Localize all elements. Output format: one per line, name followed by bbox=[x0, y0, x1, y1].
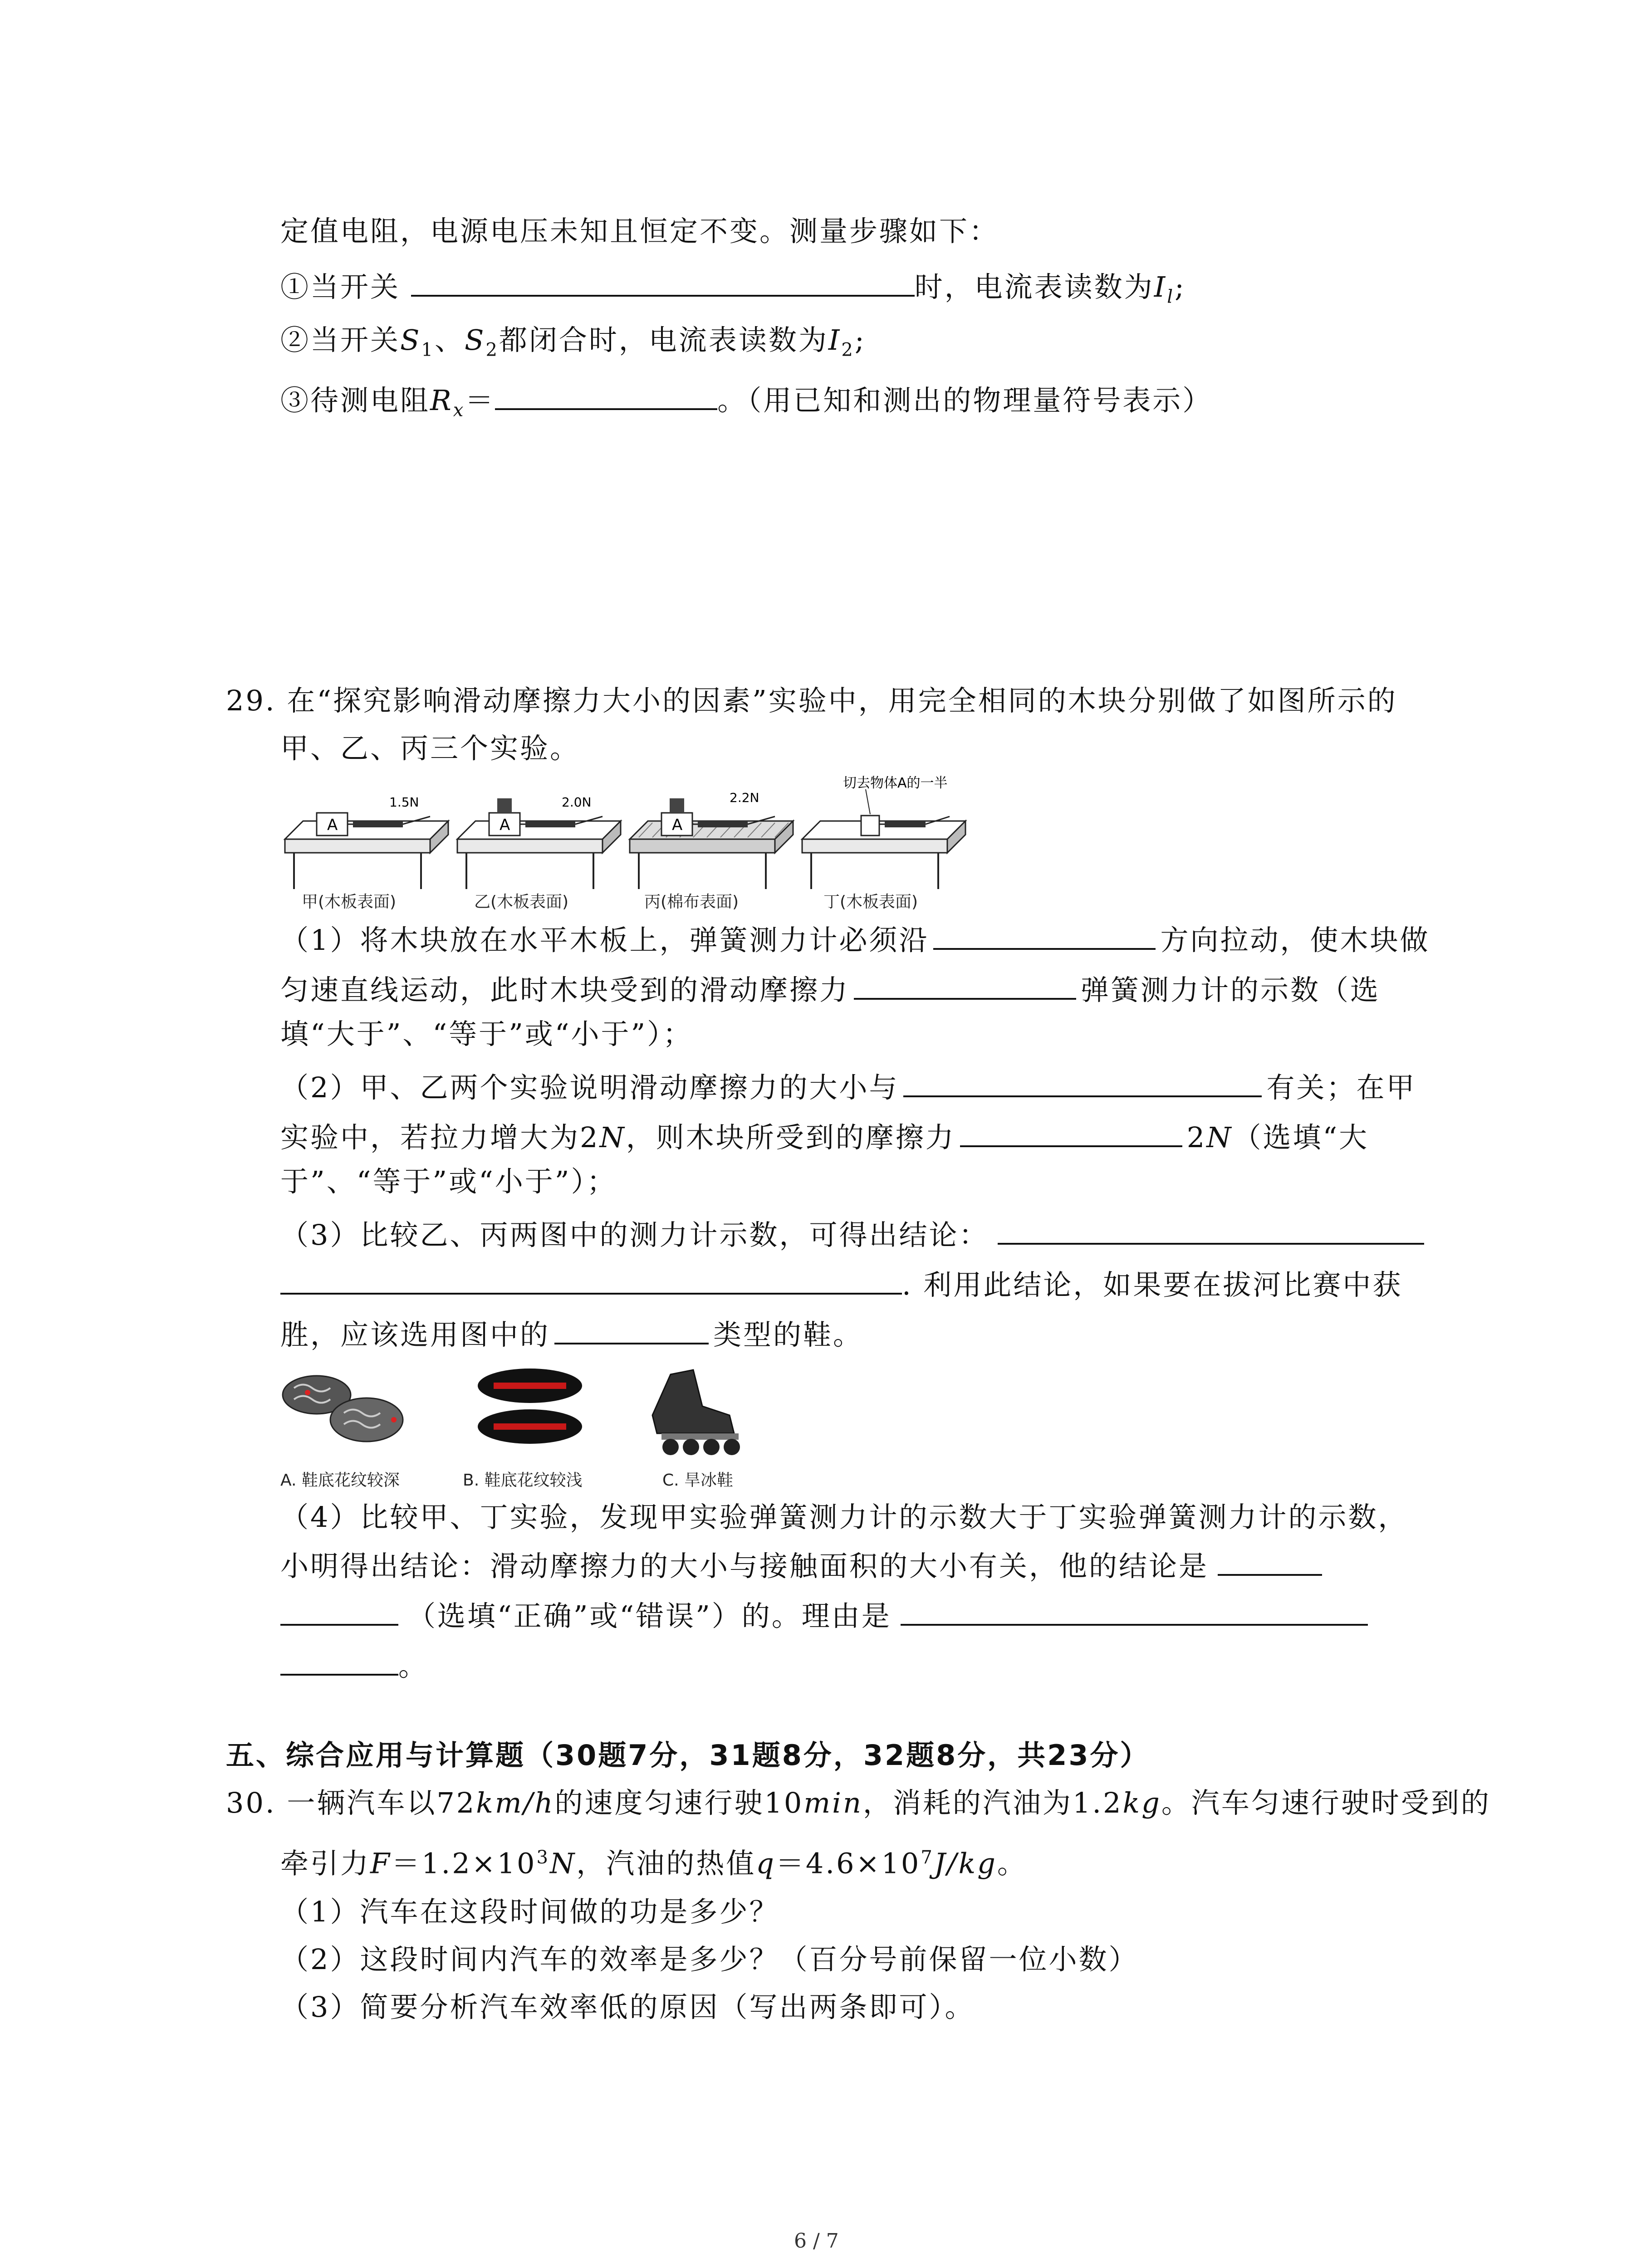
answer-blank[interactable] bbox=[495, 381, 717, 410]
q28-step2: ②当开关$S_1$、$S_2$都闭合时，电流表读数为$I_2$; bbox=[280, 323, 866, 361]
q29-stem-2: 甲、乙、丙三个实验。 bbox=[280, 732, 580, 765]
answer-blank[interactable] bbox=[280, 1597, 398, 1626]
q29-part3-line3: 胜，应该选用图中的 类型的鞋。 bbox=[280, 1315, 863, 1353]
shoe-b-shallow-tread bbox=[478, 1369, 582, 1444]
q28-step3: ③待测电阻$R_x=$ 。（用已知和测出的物理量符号表示） bbox=[280, 381, 1212, 428]
answer-blank[interactable] bbox=[411, 268, 915, 297]
answer-blank[interactable] bbox=[280, 1266, 902, 1295]
block-label: A bbox=[500, 816, 510, 834]
page-number: 6 / 7 bbox=[794, 2229, 839, 2253]
q29-part4-line4: 。 bbox=[280, 1647, 428, 1684]
shoe-caption-b: B. 鞋底花纹较浅 bbox=[463, 1471, 583, 1490]
shoe-caption-c: C. 旱冰鞋 bbox=[662, 1471, 734, 1490]
shoes-figure bbox=[280, 1361, 779, 1461]
weight bbox=[497, 798, 512, 813]
shoe-a-deep-tread bbox=[283, 1376, 403, 1442]
block-label: A bbox=[672, 816, 683, 834]
experiment-yi bbox=[457, 795, 621, 889]
q30-sub3: （3）简要分析汽车效率低的原因（写出两条即可）。 bbox=[280, 1990, 975, 2024]
q30-sub2: （2）这段时间内汽车的效率是多少？（百分号前保留一位小数） bbox=[280, 1943, 1139, 1976]
caption-yi: 乙(木板表面) bbox=[474, 893, 569, 911]
section-5-title: 五、综合应用与计算题（30题7分，31题8分，32题8分，共23分） bbox=[226, 1739, 1150, 1772]
q29-part4-line1: （4）比较甲、丁实验，发现甲实验弹簧测力计的示数大于丁实验弹簧测力计的示数， bbox=[280, 1501, 1408, 1534]
answer-blank[interactable] bbox=[854, 971, 1076, 1000]
experiment-jia bbox=[285, 795, 448, 889]
experiment-bing bbox=[630, 790, 793, 889]
answer-blank[interactable] bbox=[960, 1118, 1182, 1147]
q29-part4-line3: （选填“正确”或“错误”）的。理由是 bbox=[280, 1597, 1368, 1634]
experiment-ding bbox=[802, 775, 965, 889]
q30-stem-2: 牵引力$F=1.2\times 10^3N$，汽油的热值$q=4.6\times 10^7J/kg$。 bbox=[280, 1847, 1027, 1880]
shoe-caption-a: A. 鞋底花纹较深 bbox=[280, 1471, 400, 1490]
q29-part1-line1: （1）将木块放在水平木板上，弹簧测力计必须沿 方向拉动，使木块做 bbox=[280, 921, 1430, 958]
q28-intro: 定值电阻，电源电压未知且恒定不变。测量步骤如下： bbox=[280, 215, 999, 248]
caption-ding: 丁(木板表面) bbox=[823, 893, 918, 911]
q29-part1-line3: 填“大于”、“等于”或“小于”）； bbox=[280, 1017, 693, 1051]
block-label: A bbox=[327, 816, 338, 834]
q29-part1-line2: 匀速直线运动，此时木块受到的滑动摩擦力 弹簧测力计的示数（选 bbox=[280, 971, 1380, 1008]
answer-blank[interactable] bbox=[901, 1597, 1368, 1626]
answer-blank[interactable] bbox=[1218, 1547, 1322, 1576]
answer-blank[interactable] bbox=[554, 1315, 709, 1344]
q29-part2-line2: 实验中，若拉力增大为2N，则木块所受到的摩擦力 2N（选填“大 bbox=[280, 1118, 1369, 1156]
answer-blank[interactable] bbox=[998, 1216, 1424, 1245]
q29-part3-line1: （3）比较乙、丙两图中的测力计示数，可得出结论： bbox=[280, 1216, 1424, 1253]
answer-blank[interactable] bbox=[903, 1068, 1262, 1097]
q30-stem-1: 30. 一辆汽车以72km/h的速度匀速行驶10min，消耗的汽油为1.2kg。汽车匀速行驶时受到的 bbox=[226, 1786, 1491, 1819]
q29-part2-line1: （2）甲、乙两个实验说明滑动摩擦力的大小与 有关；在甲 bbox=[280, 1068, 1416, 1106]
q29-part2-line3: 于”、“等于”或“小于”）； bbox=[280, 1165, 617, 1198]
answer-blank[interactable] bbox=[280, 1647, 398, 1676]
q29-stem: 29. 在“探究影响滑动摩擦力大小的因素”实验中，用完全相同的木块分别做了如图所示的 bbox=[226, 684, 1397, 717]
q28-step1: ①当开关 时，电流表读数为$I_l$; bbox=[280, 268, 1186, 315]
q29-part3-line2: . 利用此结论，如果要在拔河比赛中获 bbox=[280, 1266, 1402, 1303]
force-label-yi: 2.0N bbox=[562, 795, 592, 810]
force-label-bing: 2.2N bbox=[730, 790, 759, 805]
cut-note: 切去物体A的一半 bbox=[843, 775, 948, 791]
weight bbox=[670, 798, 684, 813]
q29-part4-line2: 小明得出结论：滑动摩擦力的大小与接触面积的大小有关，他的结论是 bbox=[280, 1547, 1322, 1584]
caption-bing: 丙(棉布表面) bbox=[644, 893, 739, 911]
answer-blank[interactable] bbox=[933, 921, 1156, 950]
q30-sub1: （1）汽车在这段时间做的功是多少？ bbox=[280, 1895, 779, 1928]
force-label-jia: 1.5N bbox=[389, 795, 419, 810]
shoe-c-roller-skate bbox=[652, 1370, 740, 1455]
caption-jia: 甲(木板表面) bbox=[302, 893, 397, 911]
